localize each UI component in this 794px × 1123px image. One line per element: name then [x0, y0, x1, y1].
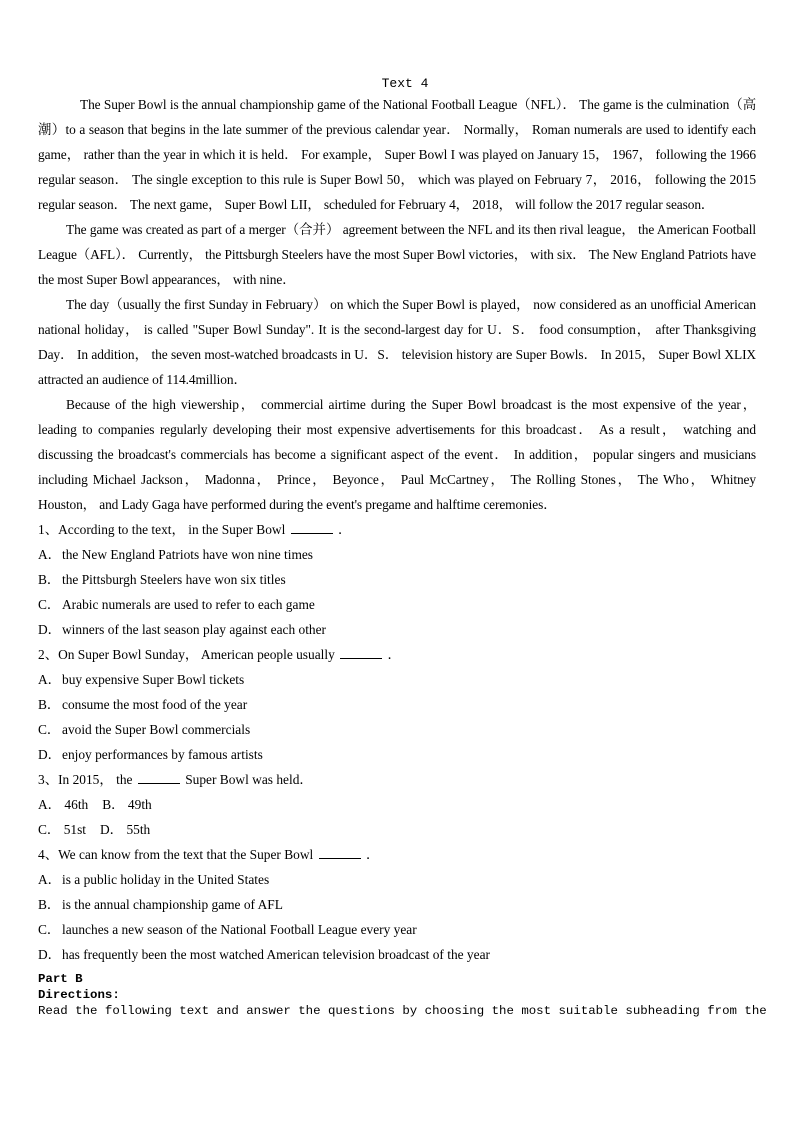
option-label: D．: [38, 622, 62, 637]
option-text: is a public holiday in the United States: [62, 872, 270, 887]
question-number: 1、: [38, 522, 59, 537]
text-title: Text 4: [381, 76, 429, 91]
question-2: [38, 642, 756, 767]
option-text: winners of the last season play against each other: [62, 622, 327, 637]
answer-blank[interactable]: [138, 771, 180, 784]
option-label: A．: [38, 872, 62, 887]
option-label: C．: [38, 722, 61, 737]
option-label: D．: [100, 822, 124, 837]
part-b-heading: Part B: [38, 972, 83, 986]
option-b[interactable]: [102, 797, 152, 812]
option-text: 51st: [63, 822, 87, 837]
question-stem: [38, 767, 756, 792]
option-c[interactable]: [38, 717, 756, 742]
question-text: According to the text， in the Super Bowl: [58, 522, 286, 537]
option-d[interactable]: [100, 822, 150, 837]
option-a[interactable]: [38, 542, 756, 567]
question-text-end: ．: [338, 522, 352, 537]
options-row-cd: [38, 817, 756, 842]
option-text: consume the most food of the year: [62, 697, 248, 712]
question-stem: [38, 642, 756, 667]
option-b[interactable]: [38, 692, 756, 717]
option-text: buy expensive Super Bowl tickets: [62, 672, 245, 687]
option-label: C．: [38, 822, 61, 837]
option-label: A．: [38, 797, 62, 812]
option-text: 46th: [64, 797, 89, 812]
question-number: 3、: [38, 772, 59, 787]
option-c[interactable]: [38, 592, 756, 617]
directions-text: Read the following text and answer the questions by choosing the most suitable subheading from the: [38, 1004, 767, 1018]
paragraph-1: The Super Bowl is the annual championship game of the National Football League（NFL）． The game is the culmination（高潮）to a season that begins in the late summer of the previous calendar year． Normally， Roman numerals are used to identify each game， rather than the year in which it is held． For example， Super Bowl I was played on January 15， 1967， following the 1966 regular season． The single exception to this rule is Super Bowl 50， which was played on February 7， 2016， following the 2015 regular season． The next game， Super Bowl LII， scheduled for February 4， 2018， will follow the 2017 regular season．: [38, 97, 756, 212]
option-a[interactable]: [38, 667, 756, 692]
option-label: A．: [38, 672, 62, 687]
question-stem: [38, 842, 756, 867]
document-page: [38, 76, 767, 1019]
option-c[interactable]: [38, 822, 86, 837]
option-text: launches a new season of the National Football League every year: [62, 922, 417, 937]
question-3: [38, 767, 756, 842]
option-text: enjoy performances by famous artists: [62, 747, 263, 762]
option-label: B．: [38, 697, 61, 712]
answer-blank[interactable]: [291, 521, 333, 534]
option-label: B．: [38, 572, 61, 587]
option-label: D．: [38, 747, 62, 762]
option-label: B．: [38, 897, 61, 912]
option-text: has frequently been the most watched American television broadcast of the year: [62, 947, 490, 962]
option-text: 49th: [127, 797, 152, 812]
question-text: On Super Bowl Sunday， American people usually: [58, 647, 335, 662]
part-b-section: [38, 971, 767, 1019]
question-number: 2、: [38, 647, 59, 662]
option-text: Arabic numerals are used to refer to each game: [62, 597, 315, 612]
question-1: [38, 517, 756, 642]
option-label: C．: [38, 597, 61, 612]
option-d[interactable]: [38, 942, 756, 967]
option-label: C．: [38, 922, 61, 937]
answer-blank[interactable]: [319, 846, 361, 859]
option-text: the Pittsburgh Steelers have won six titles: [62, 572, 286, 587]
options-row-ab: [38, 792, 756, 817]
question-4: [38, 842, 756, 967]
option-b[interactable]: [38, 567, 756, 592]
option-a[interactable]: [38, 867, 756, 892]
question-text-end: Super Bowl was held．: [185, 772, 313, 787]
option-d[interactable]: [38, 617, 756, 642]
option-text: the New England Patriots have won nine times: [62, 547, 314, 562]
option-d[interactable]: [38, 742, 756, 767]
question-text-end: ．: [365, 847, 380, 862]
option-text: 55th: [126, 822, 151, 837]
directions-label: Directions:: [38, 988, 120, 1002]
option-c[interactable]: [38, 917, 756, 942]
question-text: We can know from the text that the Super Bowl: [58, 847, 314, 862]
paragraph-3: The day（usually the first Sunday in February） on which the Super Bowl is played， now considered as an unofficial American national holiday， is called "Super Bowl Sunday". It is the second-largest day for U．S． food consumption， after Thanksgiving Day． In addition， the seven most-watched broadcasts in U．S． television history are Super Bowls． In 2015， Super Bowl XLIX attracted an audience of 114.4million．: [38, 297, 756, 387]
question-number: 4、: [38, 847, 59, 862]
question-text-end: ．: [387, 647, 401, 662]
option-b[interactable]: [38, 892, 756, 917]
option-label: A．: [38, 547, 62, 562]
option-label: D．: [38, 947, 62, 962]
option-a[interactable]: [38, 797, 88, 812]
option-text: avoid the Super Bowl commercials: [62, 722, 251, 737]
option-text: is the annual championship game of AFL: [62, 897, 283, 912]
option-label: B．: [102, 797, 125, 812]
paragraph-2: The game was created as part of a merger（合并） agreement between the NFL and its then rival league， the American Football League（AFL）． Currently， the Pittsburgh Steelers have the most Super Bowl victories， with six． The New England Patriots have the most Super Bowl appearances， with nine．: [38, 222, 756, 287]
paragraph-4: Because of the high viewership， commercial airtime during the Super Bowl broadcast is the most expensive of the year， leading to companies regularly developing their most expensive advertisements for this broadcast． As a result， watching and discussing the broadcast's commercials has become a significant aspect of the event． In addition， popular singers and musicians including Michael Jackson， Madonna， Prince， Beyonce， Paul McCartney， The Rolling Stones， The Who， Whitney Houston， and Lady Gaga have performed during the event's pregame and halftime ceremonies．: [38, 397, 756, 512]
answer-blank[interactable]: [340, 646, 382, 659]
question-text: In 2015， the: [58, 772, 133, 787]
question-stem: [38, 517, 756, 542]
